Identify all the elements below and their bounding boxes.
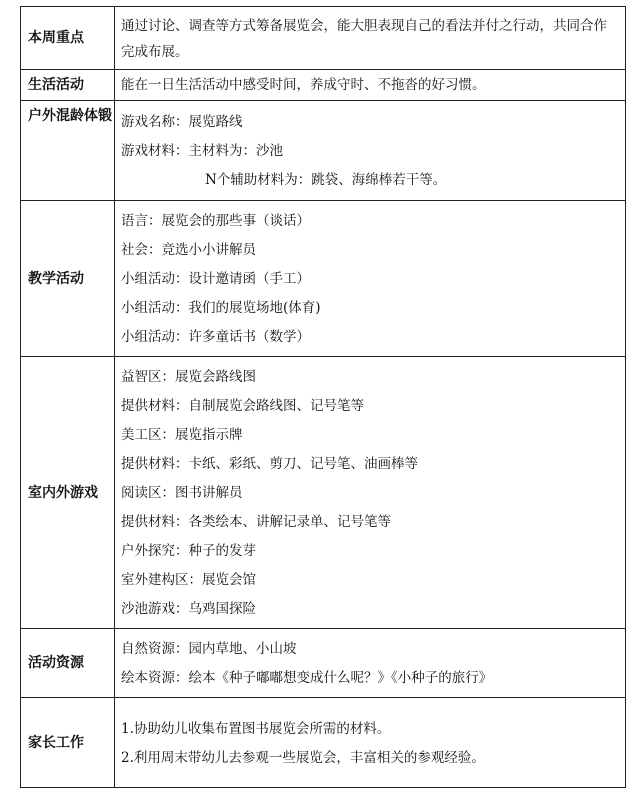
list-item: 社会：竞选小小讲解员 (121, 242, 256, 258)
row-content-resources (115, 629, 626, 698)
weekly-plan-table (20, 6, 626, 788)
row-label-teaching: 教学活动 (21, 201, 115, 357)
list-item: 提供材料：卡纸、彩纸、剪刀、记号笔、油画棒等 (121, 456, 418, 472)
table-row (21, 357, 626, 629)
list-item: 绘本资源：绘本《种子嘟嘟想变成什么呢？》《小种子的旅行》 (121, 670, 493, 686)
table-row (21, 698, 626, 788)
list-item: 提供材料：自制展览会路线图、记号笔等 (121, 398, 364, 414)
row-content-teaching (115, 201, 626, 357)
outdoor-aux-material: N个辅助材料为：跳袋、海绵棒若干等。 (205, 172, 447, 188)
outdoor-game-material: 游戏材料：主材料为：沙池 (121, 143, 283, 159)
row-content-daily-life (115, 70, 626, 101)
row-content-focus (115, 7, 626, 70)
list-item: 语言：展览会的那些事（谈话） (121, 213, 310, 229)
row-label-daily-life: 生活活动 (21, 70, 115, 101)
list-item: 益智区：展览会路线图 (121, 369, 256, 385)
list-item: 小组活动：许多童话书（数学） (121, 329, 310, 345)
list-item: 小组活动：设计邀请函（手工） (121, 271, 310, 287)
table-row (21, 101, 626, 201)
list-item: 户外探究：种子的发芽 (121, 543, 256, 559)
list-item: 2.利用周末带幼儿去参观一些展览会，丰富相关的参观经验。 (121, 749, 485, 766)
table-row (21, 7, 626, 70)
row-label-resources: 活动资源 (21, 629, 115, 698)
row-label-outdoor: 户外混龄体锻 (21, 101, 115, 201)
focus-text: 通过讨论、调查等方式筹备展览会，能大胆表现自己的看法并付之行动，共同合作完成布展。 (121, 18, 607, 60)
row-content-games (115, 357, 626, 629)
outdoor-game-name: 游戏名称：展览路线 (121, 114, 243, 130)
row-content-outdoor (115, 101, 626, 201)
list-item: 自然资源：园内草地、小山坡 (121, 641, 297, 657)
list-item: 沙池游戏：乌鸡国探险 (121, 601, 256, 617)
row-label-parents: 家长工作 (21, 698, 115, 788)
list-item: 1.协助幼儿收集布置图书展览会所需的材料。 (121, 720, 391, 737)
table-row (21, 629, 626, 698)
row-label-focus: 本周重点 (21, 7, 115, 70)
list-item: 室外建构区：展览会馆 (121, 572, 256, 588)
table-row (21, 201, 626, 357)
daily-life-text: 能在一日生活活动中感受时间，养成守时、不拖沓的好习惯。 (121, 77, 486, 93)
list-item: 美工区：展览指示牌 (121, 427, 243, 443)
list-item: 提供材料：各类绘本、讲解记录单、记号笔等 (121, 514, 391, 530)
list-item: 阅读区：图书讲解员 (121, 485, 243, 501)
row-content-parents (115, 698, 626, 788)
list-item: 小组活动：我们的展览场地(体育) (121, 300, 321, 316)
row-label-games: 室内外游戏 (21, 357, 115, 629)
table-row (21, 70, 626, 101)
